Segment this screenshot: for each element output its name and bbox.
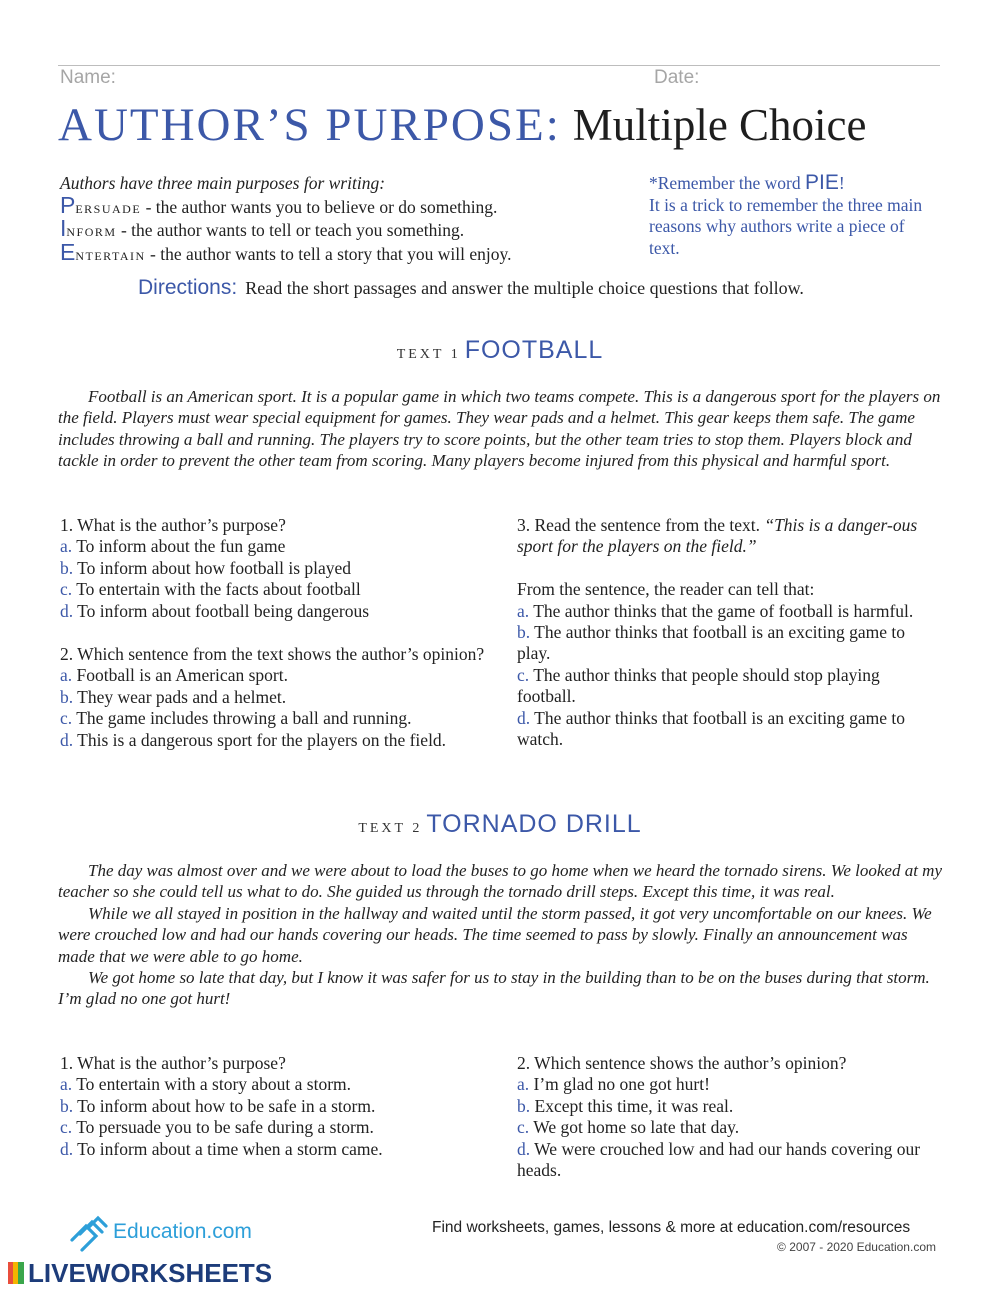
option-letter: c.	[60, 1117, 73, 1138]
option-letter: c.	[60, 708, 73, 729]
option-a[interactable]	[517, 601, 937, 622]
option-b[interactable]	[60, 1096, 500, 1117]
text2-passage	[58, 860, 948, 1010]
option-a[interactable]	[60, 665, 510, 686]
option-a[interactable]	[60, 536, 500, 557]
option-letter: c.	[517, 1117, 530, 1138]
remember-note	[649, 172, 939, 259]
remember-after: !	[838, 173, 845, 193]
text1-question-1	[60, 515, 500, 622]
question-stem: 1. What is the author’s purpose?	[60, 515, 286, 535]
question-stem: 1. What is the author’s purpose?	[60, 1053, 286, 1073]
option-b[interactable]	[60, 687, 510, 708]
option-text: To inform about how to be safe in a storm.	[73, 1095, 376, 1116]
option-text: They wear pads and a helmet.	[73, 686, 287, 707]
option-letter: d.	[60, 1138, 74, 1159]
name-label: Name:	[60, 67, 116, 88]
option-d[interactable]	[60, 1139, 500, 1160]
option-text: Football is an American sport.	[72, 665, 288, 686]
stem-plain: 3. Read the sentence from the text.	[517, 515, 765, 535]
education-logo[interactable]	[66, 1212, 266, 1256]
option-a[interactable]	[60, 1074, 500, 1095]
option-text: The game includes throwing a ball and running.	[72, 708, 412, 729]
text1-passage	[58, 386, 948, 472]
liveworksheets-watermark[interactable]	[8, 1258, 288, 1288]
option-letter: b.	[60, 557, 74, 578]
option-text: We got home so late that day.	[529, 1117, 740, 1138]
directions-text: Read the short passages and answer the multiple choice questions that follow.	[245, 278, 804, 298]
intro-persuade	[60, 191, 620, 219]
intro-inform	[60, 215, 620, 242]
option-c[interactable]	[60, 579, 500, 600]
text2-heading	[0, 810, 1000, 839]
option-text: The author thinks that people should stop playing football.	[517, 664, 880, 707]
option-d[interactable]	[60, 601, 500, 622]
option-letter: b.	[60, 686, 74, 707]
word-inform: nform	[66, 220, 117, 240]
option-letter: d.	[60, 729, 74, 750]
text1-paragraph: Football is an American sport. It is a popular game in which two teams compete. This is a dangerous sport for the players on the field. Players must wear special equipment for games. They wear pads and a helmet. This gear keeps them safe. The game includes throwing a ball and running. The players try to score points, but the other team tries to stop them. Players block and tackle in order to prevent the other team from scoring. Many players become injured from this physical and harmful sport.	[58, 387, 941, 471]
liveworksheets-text: LIVEWORKSHEETS	[28, 1258, 273, 1288]
text2-paragraph-1: The day was almost over and we were about to load the buses to go home when we heard the tornado sirens. We looked at my teacher so she could tell us what to do. She guided us through the tornado drill steps. Except this time, it was real.	[58, 861, 943, 902]
liveworksheets-badge-icon	[8, 1262, 24, 1284]
option-c[interactable]	[517, 1117, 942, 1138]
option-letter: a.	[60, 665, 73, 686]
option-d[interactable]	[60, 730, 510, 751]
education-logo-icon	[66, 1212, 110, 1254]
option-text: I’m glad no one got hurt!	[529, 1074, 710, 1095]
page-title	[58, 95, 948, 155]
option-letter: b.	[517, 1095, 531, 1116]
text1-title: FOOTBALL	[464, 336, 604, 364]
option-text: To persuade you to be safe during a storm.	[72, 1117, 374, 1138]
option-letter: a.	[60, 536, 73, 557]
option-b[interactable]	[517, 1096, 942, 1117]
word-persuade: ersuade	[75, 196, 142, 217]
intro-entertain	[60, 238, 620, 266]
question-lead: From the sentence, the reader can tell that:	[517, 579, 815, 600]
footer-resources-link[interactable]: Find worksheets, games, lessons & more at education.com/resources	[432, 1219, 911, 1236]
desc-entertain: - the author wants to tell a story that you will enjoy.	[145, 243, 512, 264]
option-text: Except this time, it was real.	[530, 1095, 734, 1116]
text1-question-2	[60, 644, 510, 751]
text2-paragraph-3: We got home so late that day, but I know it was safer for us to stay in the building than to be on the buses during that storm. I’m glad no one got hurt!	[58, 968, 930, 1009]
option-letter: d.	[517, 707, 531, 728]
text1-heading	[0, 336, 1000, 365]
option-letter: a.	[517, 1074, 530, 1095]
cap-p: P	[60, 191, 76, 218]
stem-quote: “This is a danger-ous sport for the players on the field.”	[517, 515, 918, 557]
option-text: To inform about football being dangerous	[73, 600, 370, 621]
header-rule	[58, 65, 940, 66]
date-label: Date:	[654, 67, 700, 88]
option-a[interactable]	[517, 1074, 942, 1095]
text2-question-2	[517, 1053, 942, 1181]
option-text: The author thinks that the game of football is harmful.	[529, 600, 914, 621]
desc-persuade: - the author wants you to believe or do something.	[141, 196, 498, 217]
option-c[interactable]	[60, 708, 510, 729]
option-letter: d.	[60, 600, 74, 621]
question-stem: 2. Which sentence from the text shows the author’s opinion?	[60, 644, 485, 664]
option-letter: c.	[517, 664, 530, 685]
option-letter: d.	[517, 1138, 531, 1159]
option-letter: c.	[60, 579, 73, 600]
option-d[interactable]	[517, 1139, 942, 1182]
question-stem	[517, 515, 937, 558]
title-main: AUTHOR’S PURPOSE:	[58, 99, 561, 151]
text1-num: TEXT 1	[396, 347, 461, 362]
option-d[interactable]	[517, 708, 937, 751]
education-logo-text: Education.com	[113, 1220, 252, 1243]
title-sub: Multiple Choice	[572, 100, 867, 150]
remember-line	[649, 172, 939, 195]
option-text: To inform about how football is played	[73, 557, 352, 578]
desc-inform: - the author wants to tell or teach you something.	[116, 220, 465, 240]
text2-paragraph-2: While we all stayed in position in the hallway and waited until the storm passed, it got very uncomfortable on our knees. We were crouched low and had our hands covering our heads. The time seemed to pass by slowly. Finally an announcement was made that we were able to go home.	[58, 903, 932, 966]
pie-word: PIE	[805, 171, 839, 194]
text2-question-1	[60, 1053, 500, 1160]
option-c[interactable]	[517, 665, 937, 708]
cap-i: I	[60, 215, 67, 241]
option-text: To inform about a time when a storm came.	[73, 1138, 383, 1159]
remember-body: It is a trick to remember the three main reasons why authors write a piece of text.	[649, 194, 923, 258]
option-letter: b.	[517, 622, 531, 643]
word-entertain: ntertain	[75, 243, 146, 264]
text1-question-3	[517, 515, 937, 750]
directions	[138, 276, 804, 300]
option-text: This is a dangerous sport for the players on the field.	[73, 729, 447, 750]
spacer	[517, 558, 937, 579]
option-text: We were crouched low and had our hands covering our heads.	[517, 1138, 921, 1181]
cap-e: E	[60, 238, 76, 265]
option-b[interactable]	[60, 558, 500, 579]
option-text: To entertain with the facts about football	[72, 579, 361, 600]
text2-num: TEXT 2	[358, 821, 423, 836]
footer-copyright: © 2007 - 2020 Education.com	[777, 1240, 936, 1254]
option-text: The author thinks that football is an exciting game to watch.	[517, 707, 905, 750]
option-c[interactable]	[60, 1117, 500, 1138]
question-stem: 2. Which sentence shows the author’s opinion?	[517, 1053, 847, 1073]
intro-lead: Authors have three main purposes for writing:	[60, 173, 386, 193]
option-letter: a.	[60, 1074, 73, 1095]
option-text: The author thinks that football is an exciting game to play.	[517, 622, 905, 664]
option-b[interactable]	[517, 622, 937, 665]
option-text: To entertain with a story about a storm.	[72, 1074, 352, 1095]
directions-label: Directions:	[138, 276, 238, 299]
option-text: To inform about the fun game	[72, 536, 286, 557]
option-letter: b.	[60, 1095, 74, 1116]
option-letter: a.	[517, 600, 530, 621]
text2-title: TORNADO DRILL	[426, 810, 642, 838]
remember-before: *Remember the word	[649, 173, 805, 193]
intro-block	[60, 173, 620, 265]
